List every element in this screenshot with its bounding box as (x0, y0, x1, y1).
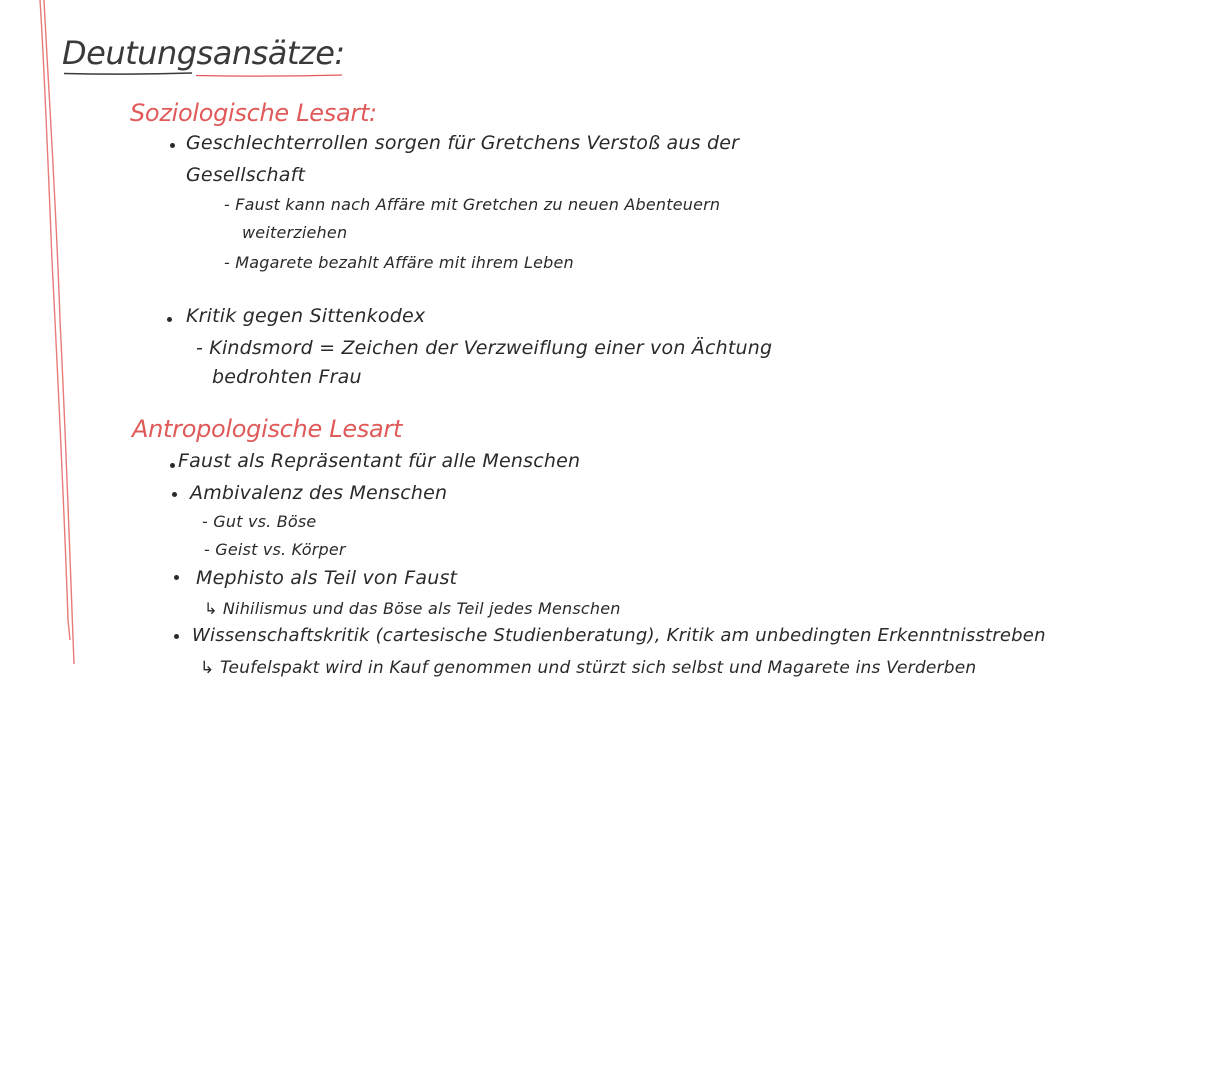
note-line: bedrohten Frau (212, 366, 362, 388)
note-line: Geschlechterrollen sorgen für Gretchens Verstoß aus der (186, 132, 740, 154)
title-underline-red (196, 74, 342, 77)
bullet (167, 317, 172, 322)
note-line: - Magarete bezahlt Affäre mit ihrem Leben (224, 253, 574, 272)
note-line: - Faust kann nach Affäre mit Gretchen zu neuen Abenteuern (224, 195, 721, 214)
note-line: - Kindsmord = Zeichen der Verzweiflung einer von Ächtung (196, 337, 773, 359)
note-line: Mephisto als Teil von Faust (196, 567, 458, 589)
note-line: Gesellschaft (186, 164, 306, 186)
note-line: Wissenschaftskritik (cartesische Studienberatung), Kritik am unbedingten Erkenntnisstreben (192, 625, 1046, 646)
note-line: ↳ Nihilismus und das Böse als Teil jedes Menschen (204, 599, 621, 618)
page-title: Deutungsansätze: (62, 34, 345, 72)
bullet (174, 634, 179, 639)
note-line: Faust als Repräsentant für alle Menschen (178, 450, 581, 472)
note-line: - Geist vs. Körper (204, 540, 346, 559)
bullet (170, 463, 175, 468)
title-underline (64, 72, 192, 75)
note-line: Ambivalenz des Menschen (190, 482, 448, 504)
note-line: - Gut vs. Böse (202, 512, 317, 531)
note-line: Kritik gegen Sittenkodex (186, 305, 426, 327)
note-line: ↳ Teufelspakt wird in Kauf genommen und stürzt sich selbst und Magarete ins Verderben (200, 658, 977, 678)
section-heading-antropologisch: Antropologische Lesart (132, 415, 403, 443)
margin-lines (0, 0, 120, 680)
bullet (174, 575, 179, 580)
note-line: weiterziehen (242, 223, 348, 242)
section-heading-soziologisch: Soziologische Lesart: (130, 99, 377, 127)
margin-line-1 (40, 0, 70, 640)
bullet (170, 143, 175, 148)
margin-line-2 (44, 0, 74, 664)
bullet (172, 492, 177, 497)
